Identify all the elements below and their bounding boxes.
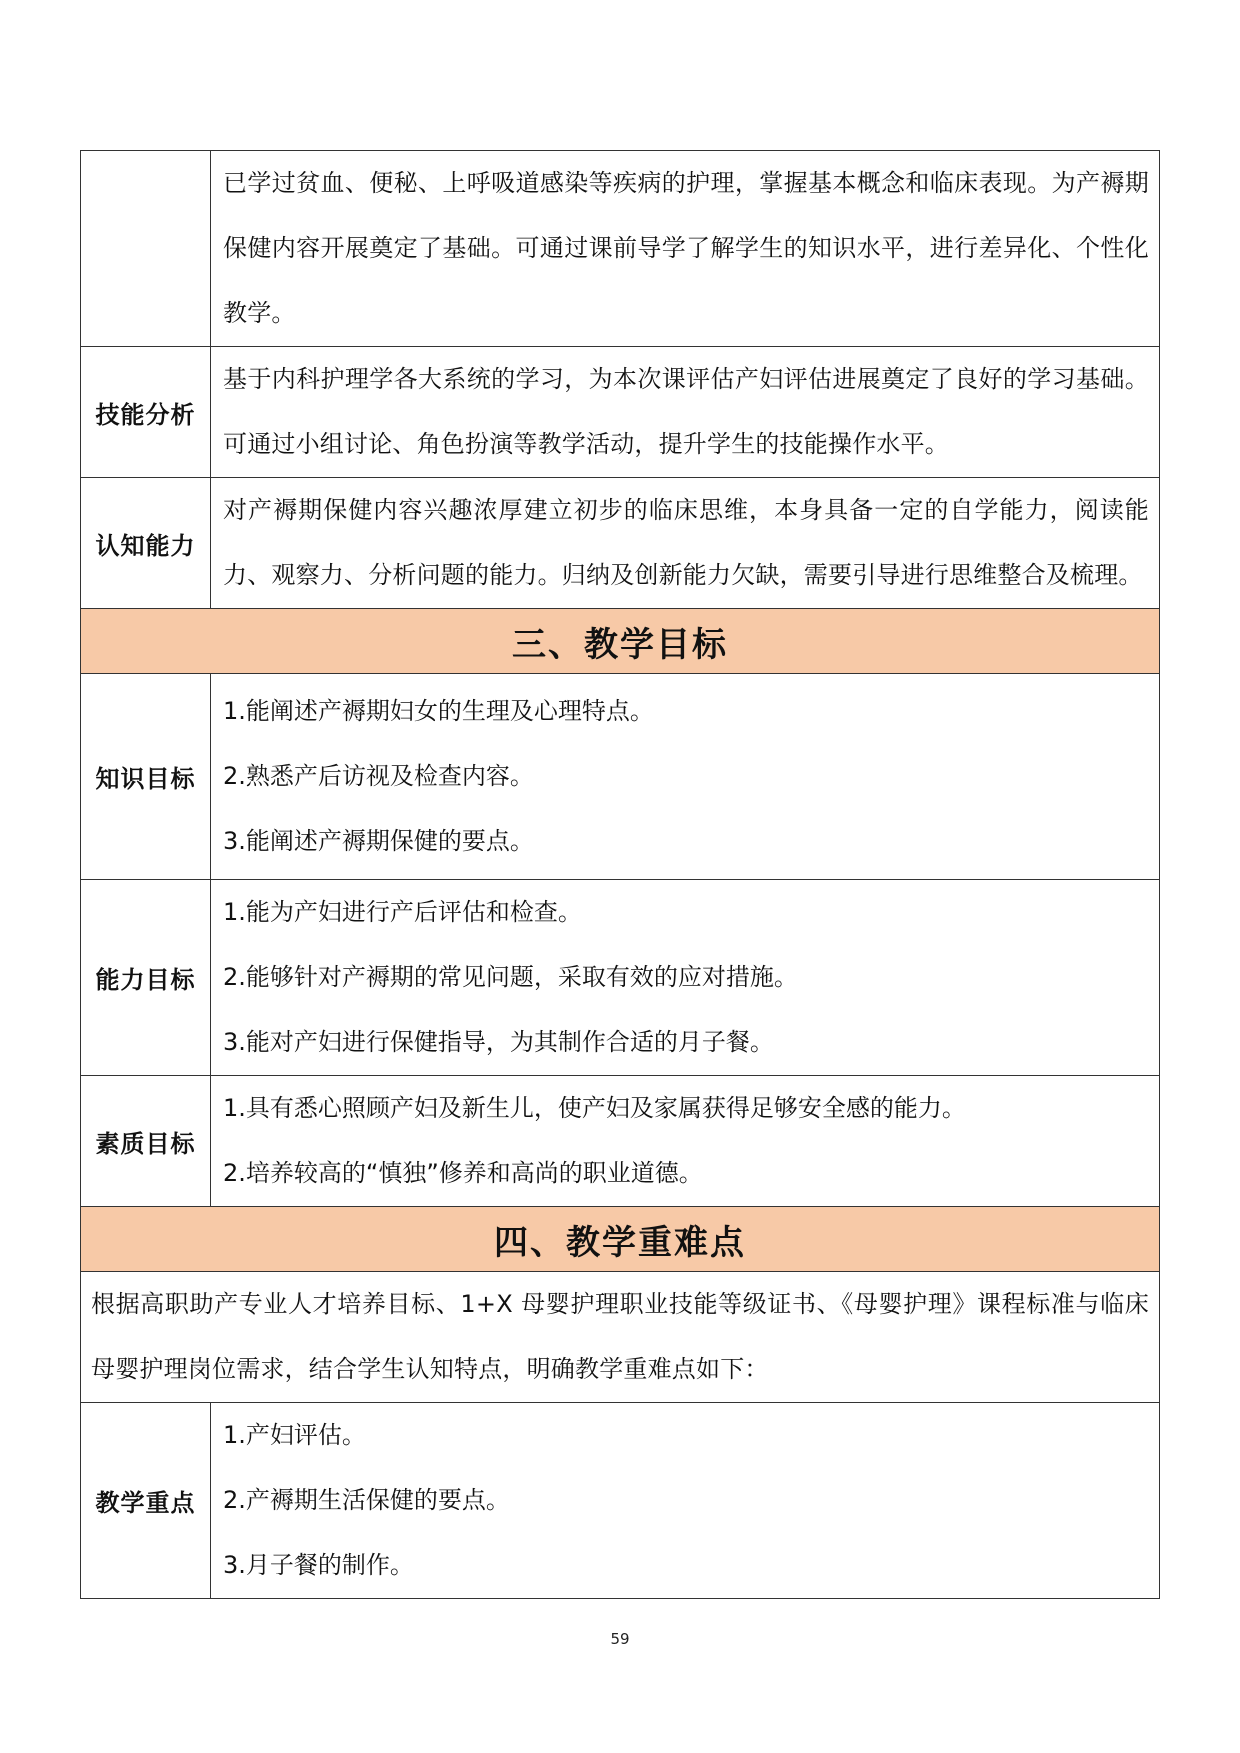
section-title-key-difficult-points: 四、教学重难点 (81, 1207, 1160, 1272)
list-item: 1.产妇评估。 (223, 1421, 366, 1449)
skill-analysis-cell (211, 347, 1160, 478)
skill-analysis-label: 技能分析 (81, 347, 211, 478)
table-row (81, 478, 1160, 609)
key-points-label: 教学重点 (81, 1403, 211, 1599)
key-points-intro-text: 根据高职助产专业人才培养目标、1+X 母婴护理职业技能等级证书、《母婴护理》课程标准与临床母婴护理岗位需求，结合学生认知特点，明确教学重难点如下： (91, 1290, 1149, 1383)
table-row (81, 1076, 1160, 1207)
list-item: 2.产褥期生活保健的要点。 (223, 1486, 510, 1514)
table-row (81, 1403, 1160, 1599)
list-item: 2.能够针对产褥期的常见问题，采取有效的应对措施。 (223, 963, 798, 991)
list-item: 2.熟悉产后访视及检查内容。 (223, 762, 534, 790)
knowledge-objectives-cell (211, 674, 1160, 880)
table-row (81, 674, 1160, 880)
ability-objectives-cell (211, 880, 1160, 1076)
table-row (81, 880, 1160, 1076)
cognitive-ability-text: 对产褥期保健内容兴趣浓厚建立初步的临床思维，本身具备一定的自学能力，阅读能力、观察力、分析问题的能力。归纳及创新能力欠缺，需要引导进行思维整合及梳理。 (223, 496, 1149, 589)
list-item: 3.月子餐的制作。 (223, 1551, 414, 1579)
list-item: 1.能为产妇进行产后评估和检查。 (223, 898, 582, 926)
table-row (81, 1207, 1160, 1272)
list-item: 3.能对产妇进行保健指导，为其制作合适的月子餐。 (223, 1028, 774, 1056)
cognitive-ability-label: 认知能力 (81, 478, 211, 609)
page-number: 59 (610, 1630, 630, 1648)
ability-objectives-label: 能力目标 (81, 880, 211, 1076)
list-item: 3.能阐述产褥期保健的要点。 (223, 827, 534, 855)
knowledge-objectives-label: 知识目标 (81, 674, 211, 880)
quality-objectives-cell (211, 1076, 1160, 1207)
table-row (81, 151, 1160, 347)
empty-label-cell (81, 151, 211, 347)
quality-objectives-label: 素质目标 (81, 1076, 211, 1207)
table-row (81, 347, 1160, 478)
list-item: 1.能阐述产褥期妇女的生理及心理特点。 (223, 697, 654, 725)
key-points-cell (211, 1403, 1160, 1599)
cognitive-ability-cell (211, 478, 1160, 609)
section-title-teaching-objectives: 三、教学目标 (81, 609, 1160, 674)
list-item: 2.培养较高的“慎独”修养和高尚的职业道德。 (223, 1159, 703, 1187)
skill-analysis-text: 基于内科护理学各大系统的学习，为本次课评估产妇评估进展奠定了良好的学习基础。可通过小组讨论、角色扮演等教学活动，提升学生的技能操作水平。 (223, 365, 1149, 458)
table-row (81, 609, 1160, 674)
knowledge-basis-text: 已学过贫血、便秘、上呼吸道感染等疾病的护理，掌握基本概念和临床表现。为产褥期保健内容开展奠定了基础。可通过课前导学了解学生的知识水平，进行差异化、个性化教学。 (223, 169, 1149, 327)
key-points-intro-cell (81, 1272, 1160, 1403)
table-row (81, 1272, 1160, 1403)
knowledge-basis-cell (211, 151, 1160, 347)
list-item: 1.具有悉心照顾产妇及新生儿，使产妇及家属获得足够安全感的能力。 (223, 1094, 966, 1122)
lesson-plan-table (80, 150, 1160, 1599)
